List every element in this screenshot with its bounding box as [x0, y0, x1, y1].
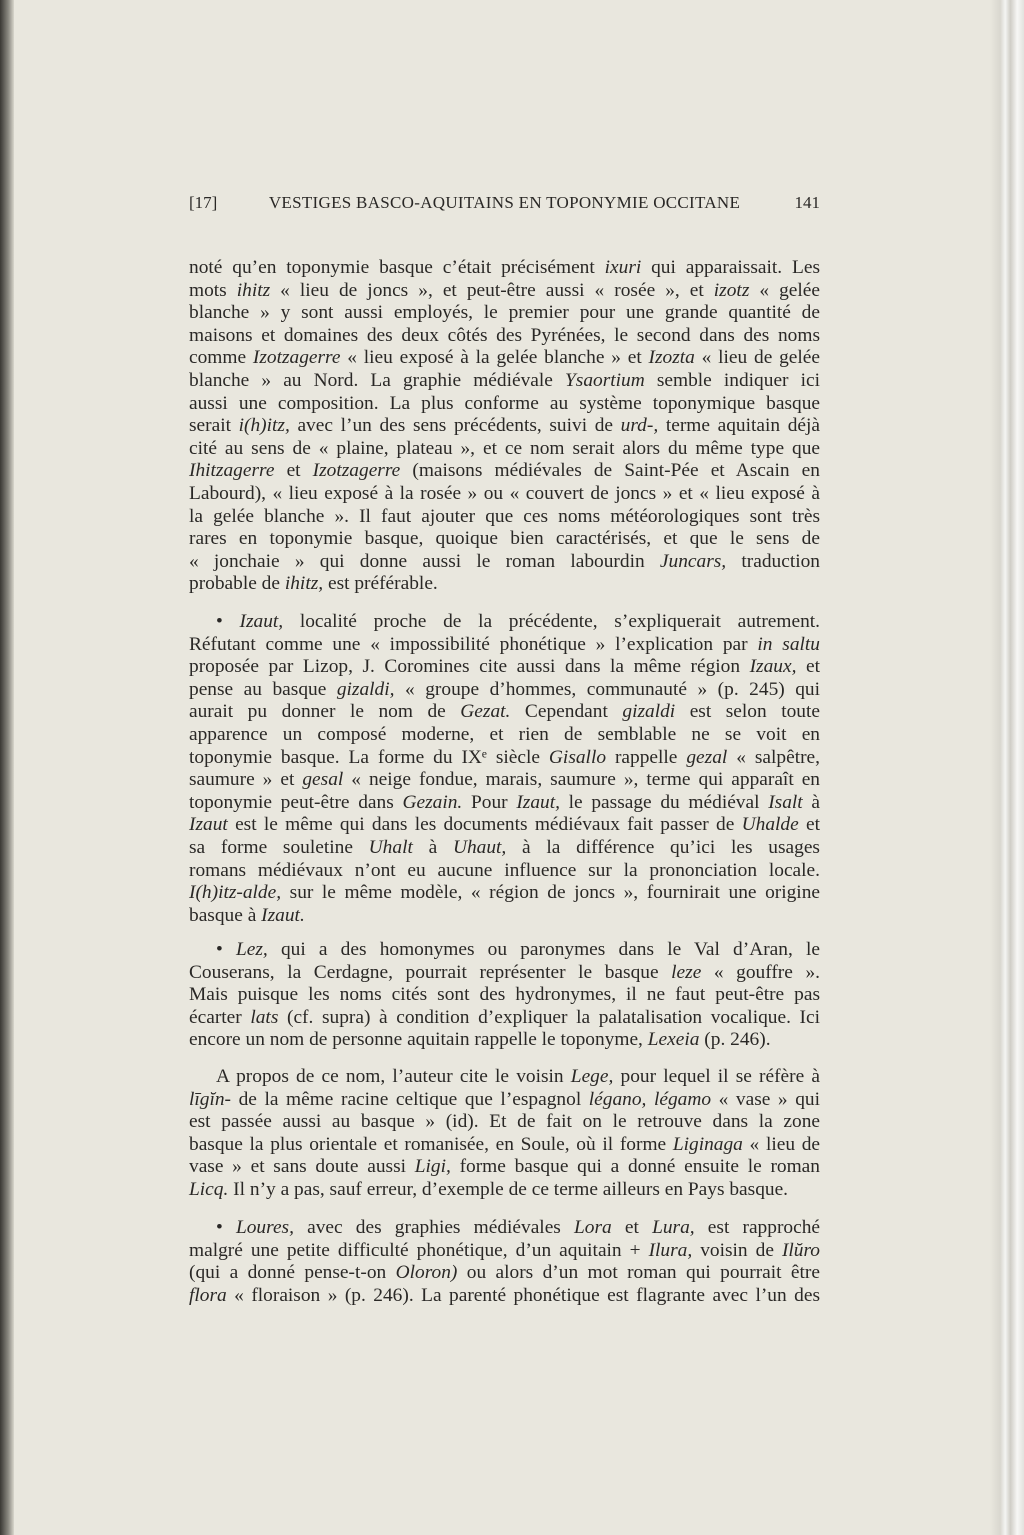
book-binding-shadow	[0, 0, 14, 1535]
text-line	[189, 415, 820, 438]
text-line	[189, 860, 820, 883]
italic-term: Uhaut,	[452, 836, 507, 858]
italic-term: Licq.	[189, 1178, 229, 1200]
text-run: « lieu exposé à la gelée blanche » et	[340, 347, 649, 369]
text-line	[189, 656, 820, 679]
text-run: avec l’un des sens précédents, suivi de	[289, 415, 621, 437]
text-line	[189, 905, 820, 928]
italic-term: gizaldi	[622, 701, 676, 723]
text-line	[189, 573, 820, 596]
italic-term: Oloron)	[395, 1262, 458, 1284]
italic-term: izotz	[713, 279, 750, 301]
italic-term: Ilŭro	[781, 1239, 820, 1261]
text-run: forme basque qui a donné ensuite le roman	[450, 1156, 820, 1178]
italic-term: Lexeia	[647, 1029, 700, 1051]
text-run: et	[798, 814, 821, 836]
text-run: « lieu de	[742, 1133, 820, 1155]
text-line	[189, 962, 820, 985]
text-run: « floraison » (p. 246). La parenté phonétique est flagrante avec l’un des	[226, 1284, 820, 1306]
text-run: la gelée blanche ». Il faut ajouter que ces noms météorologiques sont très	[189, 505, 820, 527]
text-run: et	[274, 460, 313, 482]
text-line	[189, 747, 820, 770]
text-run: probable de	[189, 573, 285, 595]
text-line	[189, 837, 820, 860]
text-line	[189, 1179, 820, 1202]
text-run: « gelée	[749, 279, 820, 301]
italic-term: Izozta	[648, 347, 695, 369]
italic-term: Uhalt	[368, 836, 413, 858]
text-line	[189, 882, 820, 905]
text-run: blanche » au Nord. La graphie médiévale	[189, 369, 565, 391]
text-run: basque la plus orientale et romanisée, en Soule, où il forme	[189, 1133, 673, 1155]
page-edges	[990, 0, 1024, 1535]
text-run: qui apparaissait. Les	[641, 257, 820, 278]
italic-term: Ysaortium	[565, 369, 645, 391]
text-run: est le même qui dans les documents médiévaux fait passer de	[227, 814, 742, 836]
text-run: comme	[189, 347, 253, 369]
text-run: « lieu de gelée	[694, 347, 821, 369]
italic-term: ixuri	[604, 257, 642, 278]
text-run: malgré une petite difficulté phonétique, d’un aquitain +	[189, 1239, 649, 1261]
text-run: Labourd), « lieu exposé à la rosée » ou « couvert de joncs » et « lieu exposé à	[189, 482, 820, 504]
text-run: le passage du médiéval	[559, 791, 769, 813]
text-line	[189, 1029, 820, 1052]
italic-term: lats	[250, 1006, 279, 1028]
text-run: Réfutant comme une « impossibilité phonétique » l’explication par	[189, 633, 758, 655]
paragraph-lege	[189, 1066, 820, 1202]
text-run: « vase » qui	[711, 1088, 820, 1110]
text-line	[189, 1217, 820, 1240]
text-run: « gouffre ».	[701, 961, 820, 983]
text-run: mots	[189, 279, 237, 301]
text-run: terme aquitain déjà	[658, 415, 820, 437]
text-run: aurait pu donner le nom de	[189, 701, 461, 723]
text-run: rares en toponymie basque, quoique bien caractérisés, et que le sens de	[189, 528, 820, 550]
italic-term: ihitz,	[284, 573, 324, 595]
paragraph-lez	[189, 939, 820, 1052]
italic-term: Uhalde	[741, 814, 799, 836]
italic-term: Loures,	[235, 1217, 294, 1238]
italic-term: līgĭn-	[189, 1088, 232, 1110]
italic-term: Izaut.	[261, 904, 305, 926]
text-line	[189, 1089, 820, 1112]
text-line	[189, 370, 820, 393]
italic-term: Ligi,	[414, 1156, 451, 1178]
text-run: toponymie basque. La forme du IXᵉ siècle	[189, 746, 549, 768]
italic-term: flora	[189, 1284, 227, 1306]
text-run: et	[611, 1217, 653, 1238]
text-run: ou alors d’un mot roman qui pourrait être	[457, 1262, 820, 1284]
italic-term: leze	[671, 961, 702, 983]
text-run: à la différence qu’ici les usages	[506, 836, 820, 858]
italic-term: Isalt	[768, 791, 803, 813]
text-run: écarter	[189, 1006, 251, 1028]
italic-term: Gisallo	[548, 746, 607, 768]
text-line	[189, 1262, 820, 1285]
text-run: avec des graphies médiévales	[293, 1217, 575, 1238]
text-run: « salpêtre,	[727, 746, 821, 768]
italic-term: in saltu	[757, 633, 820, 655]
text-run: encore un nom de personne aquitain rappelle le toponyme,	[189, 1029, 648, 1051]
text-run: Pour	[462, 791, 517, 813]
text-run: serait	[189, 415, 239, 437]
text-run: proposée par Lizop, J. Coromines cite aussi dans la même région	[189, 656, 750, 678]
text-line	[189, 1134, 820, 1157]
text-line	[189, 701, 820, 724]
text-line	[189, 939, 820, 962]
italic-term: i(h)itz,	[238, 415, 290, 437]
text-line	[189, 792, 820, 815]
text-run: cité au sens de « plaine, plateau », et ce nom serait alors du même type que	[189, 437, 820, 459]
text-run: traduction	[726, 550, 820, 572]
text-run: Cependant	[510, 701, 623, 723]
italic-term: Lura,	[652, 1217, 695, 1238]
text-line	[189, 347, 820, 370]
text-run: « jonchaie » qui donne aussi le roman labourdin	[189, 550, 660, 572]
text-run: rappelle	[606, 746, 687, 768]
text-line	[189, 769, 820, 792]
text-run: « neige fondue, marais, saumure », terme qui apparaît en	[343, 769, 820, 791]
text-run: pour lequel il se réfère à	[613, 1066, 820, 1087]
text-line	[189, 984, 820, 1007]
italic-term: Ihitzagerre	[189, 460, 275, 482]
text-line	[189, 483, 820, 506]
text-run: basque à	[189, 904, 262, 926]
text-line	[189, 551, 820, 574]
italic-term: urd-,	[620, 415, 659, 437]
text-run: à	[412, 836, 453, 858]
text-run: apparence un composé moderne, et rien de semblable ne se voit en	[189, 723, 820, 745]
text-run: saumure » et	[189, 769, 303, 791]
text-run: à	[802, 791, 820, 813]
paragraph-loures	[189, 1217, 820, 1307]
text-run: est préférable.	[323, 573, 438, 595]
italic-term: Gezat.	[460, 701, 511, 723]
text-run: « groupe d’hommes, communauté » (p. 245) qui	[394, 678, 821, 700]
text-line	[189, 438, 820, 461]
italic-term: Izaut,	[516, 791, 560, 813]
text-line	[189, 611, 820, 634]
text-run: blanche » y sont aussi employés, le premier pour une grande quantité de	[189, 302, 820, 324]
text-run: semble indiquer ici	[644, 369, 820, 391]
text-line	[189, 460, 820, 483]
text-line	[189, 1240, 820, 1263]
text-run: •	[216, 939, 236, 960]
text-run: est rapproché	[694, 1217, 821, 1238]
text-line	[189, 1156, 820, 1179]
text-run: Il n’y a pas, sauf erreur, d’exemple de ce terme ailleurs en Pays basque.	[228, 1178, 789, 1200]
italic-term: Izaut	[189, 814, 228, 836]
text-run: (maisons médiévales de Saint-Pée et Ascain en	[400, 460, 820, 482]
italic-term: Izaut,	[239, 611, 284, 632]
italic-term: Izaux,	[749, 656, 797, 678]
text-line	[189, 724, 820, 747]
text-run: noté qu’en toponymie basque c’était précisément	[189, 257, 605, 278]
text-run: •	[216, 611, 240, 632]
text-run: est passée aussi au basque » (id). Et de fait on le retrouve dans la zone	[189, 1111, 820, 1133]
text-run: maisons et domaines des deux côtés des Pyrénées, le second dans des noms	[189, 324, 820, 346]
text-run: romans médiévaux n’ont eu aucune influence sur la prononciation locale.	[189, 859, 820, 881]
running-title: VESTIGES BASCO-AQUITAINS EN TOPONYMIE OCCITANE	[268, 193, 741, 212]
italic-term: Juncars,	[659, 550, 727, 572]
text-line	[189, 528, 820, 551]
text-line	[189, 280, 820, 303]
italic-term: gizaldi,	[336, 678, 395, 700]
italic-term: Gezain.	[402, 791, 463, 813]
text-run: sa forme souletine	[189, 836, 369, 858]
text-run: de la même racine celtique que l’espagnol	[231, 1088, 589, 1110]
section-number: [17]	[189, 193, 218, 212]
text-run: « lieu de joncs », et peut-être aussi « rosée », et	[270, 279, 714, 301]
text-run: localité proche de la précédente, s’expliquerait autrement.	[283, 611, 820, 632]
text-line	[189, 1285, 820, 1308]
text-run: toponymie peut-être dans	[189, 791, 403, 813]
paragraph-izaut	[189, 611, 820, 927]
italic-term: Izotzagerre	[312, 460, 401, 482]
text-run: Couserans, la Cerdagne, pourrait représenter le basque	[189, 961, 672, 983]
italic-term: Liginaga	[672, 1133, 743, 1155]
italic-term: légano, légamo	[588, 1088, 712, 1110]
text-run: voisin de	[692, 1239, 782, 1261]
text-run: A propos de ce nom, l’auteur cite le voisin	[216, 1066, 571, 1087]
text-run: pense au basque	[189, 678, 337, 700]
text-run: et	[796, 656, 820, 678]
italic-term: gesal	[302, 769, 344, 791]
text-run: vase » et sans doute aussi	[189, 1156, 415, 1178]
text-run: aussi une composition. La plus conforme au système toponymique basque	[189, 392, 820, 414]
text-line	[189, 325, 820, 348]
text-line	[189, 393, 820, 416]
text-run: Mais puisque les noms cités sont des hydronymes, il ne faut peut-être pas	[189, 984, 820, 1006]
text-run: (cf. supra) à condition d’expliquer la palatalisation vocalique. Ici	[278, 1006, 820, 1028]
text-line	[189, 302, 820, 325]
italic-term: Lez,	[235, 939, 268, 960]
text-run: sur le même modèle, « région de joncs », fournirait une origine	[281, 882, 820, 904]
text-run: •	[216, 1217, 236, 1238]
text-line	[189, 1111, 820, 1134]
text-run: (p. 246).	[699, 1029, 771, 1051]
italic-term: Izotzagerre	[252, 347, 341, 369]
text-run: qui a des homonymes ou paronymes dans le Val d’Aran, le	[267, 939, 820, 960]
italic-term: Ilura,	[648, 1239, 693, 1261]
text-line	[189, 634, 820, 657]
text-line	[189, 679, 820, 702]
italic-term: ihitz	[236, 279, 271, 301]
page-number: 141	[794, 193, 820, 212]
text-line	[189, 257, 820, 280]
running-header	[189, 190, 820, 216]
italic-term: Lege,	[570, 1066, 614, 1087]
italic-term: Lora	[574, 1217, 612, 1238]
paragraph-ixuri	[189, 257, 820, 596]
text-run: est selon toute	[675, 701, 820, 723]
text-run: (qui a donné pense-t-on	[189, 1262, 396, 1284]
text-line	[189, 814, 820, 837]
text-line	[189, 506, 820, 529]
italic-term: I(h)itz-alde,	[189, 882, 282, 904]
italic-term: gezal	[686, 746, 728, 768]
text-line	[189, 1007, 820, 1030]
text-line	[189, 1066, 820, 1089]
